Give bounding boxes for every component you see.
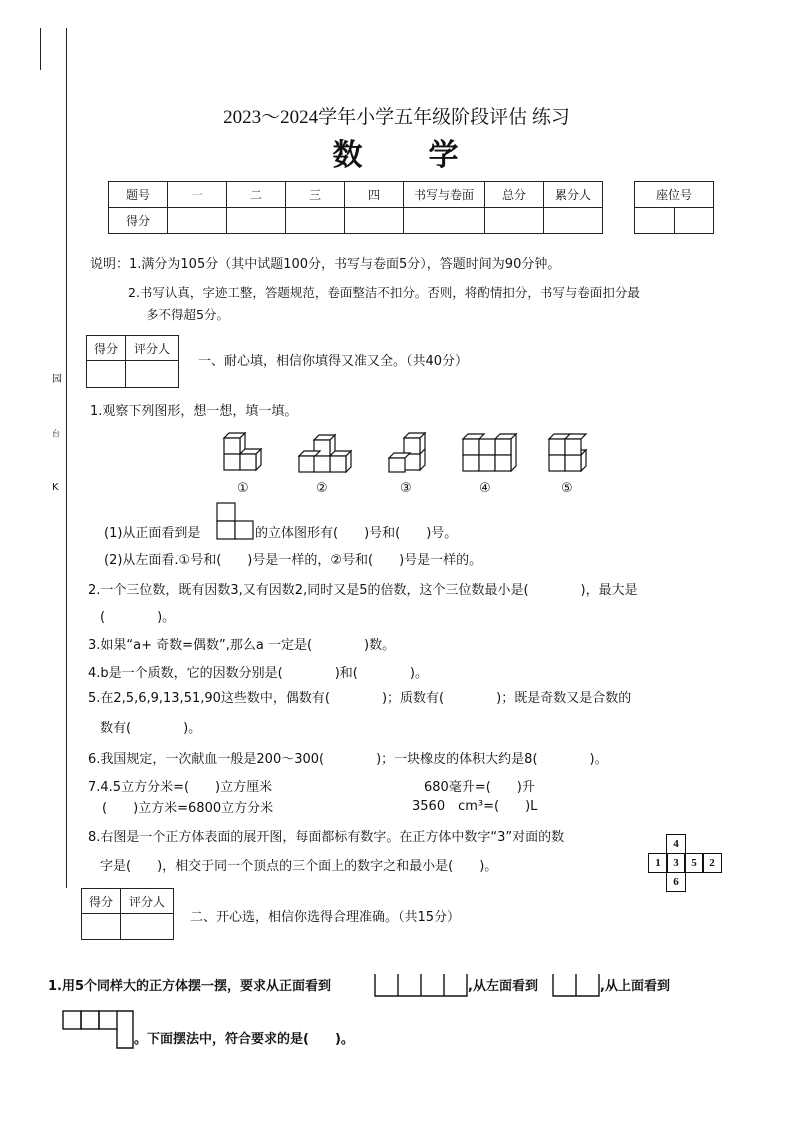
- q1-text: 1.观察下列图形，想一想，填一填。: [90, 404, 298, 419]
- margin-label-2: 台: [52, 429, 60, 438]
- section1-title: 一、耐心填，相信你填得又准又全。（共40分）: [198, 354, 469, 369]
- score-header-cell: 二: [227, 182, 286, 208]
- figure-label-2: ②: [316, 481, 328, 496]
- score-input-cell[interactable]: [227, 208, 286, 234]
- q2-line2: ( )。: [100, 610, 176, 625]
- figure-label-4: ④: [479, 481, 491, 496]
- net-cell: 6: [666, 872, 686, 892]
- front-view-shape: [216, 502, 254, 544]
- grader-name-input[interactable]: [126, 361, 179, 388]
- net-cell: 3: [666, 853, 686, 873]
- q1-part1-start: (1)从正面看到是: [104, 526, 201, 541]
- score-table: [108, 181, 603, 234]
- net-cell: 4: [666, 834, 686, 854]
- grader-name-label: 评分人: [126, 336, 179, 361]
- section2-title: 二、开心选，相信你选得合理准确。（共15分）: [190, 910, 461, 925]
- s2-q1-start: 1.用5个同样大的正方体摆一摆，要求从正面看到: [48, 979, 332, 994]
- q1-part2: (2)从左面看.①号和( )号是一样的，②号和( )号是一样的。: [104, 553, 483, 568]
- grader-name-input[interactable]: [121, 914, 174, 940]
- q7-part-c: ( )立方米=6800立方分米: [102, 801, 274, 816]
- s2-front-view-shape: [374, 973, 468, 1001]
- margin-label-1: 园: [52, 374, 62, 385]
- figure-3: [386, 430, 432, 474]
- seat-label: 座位号: [635, 182, 714, 208]
- q7-part-a: 7.4.5立方分米=( )立方厘米: [88, 780, 273, 795]
- figure-2: [296, 430, 354, 474]
- figure-4: [460, 430, 522, 474]
- score-header-cell: 四: [345, 182, 404, 208]
- s2-top-view-shape: [62, 1010, 134, 1054]
- s2-q1-end: 。下面摆法中，符合要求的是( )。: [134, 1032, 354, 1047]
- exam-title: 2023～2024学年小学五年级阶段评估 练习: [223, 107, 570, 128]
- grader-box-1: [86, 335, 179, 388]
- grader-box-2: [81, 888, 174, 940]
- score-input-cell[interactable]: [404, 208, 485, 234]
- score-input-cell[interactable]: [544, 208, 603, 234]
- q8-line2: 字是( )，相交于同一个顶点的三个面上的数字之和最小是( )。: [100, 859, 498, 874]
- grader-score-label: 得分: [87, 336, 126, 361]
- grader-score-input[interactable]: [87, 361, 126, 388]
- q5-line2: 数有( )。: [100, 721, 202, 736]
- margin-label-3: K: [52, 482, 59, 493]
- score-input-cell[interactable]: [286, 208, 345, 234]
- q3-text: 3.如果“a+ 奇数=偶数”,那么a 一定是( )数。: [88, 638, 396, 653]
- q4-text: 4.b是一个质数，它的因数分别是( )和( )。: [88, 666, 428, 681]
- score-input-cell[interactable]: [168, 208, 227, 234]
- score-input-cell[interactable]: [485, 208, 544, 234]
- q6-text: 6.我国规定，一次献血一般是200～300( )；一块橡皮的体积大约是8( )。: [88, 752, 608, 767]
- score-header-cell: 总分: [485, 182, 544, 208]
- margin-line-left: [40, 28, 41, 70]
- note-2b: 多不得超5分。: [146, 307, 229, 322]
- net-cell: 1: [648, 853, 668, 873]
- score-header-cell: 题号: [109, 182, 168, 208]
- q7-part-d: 3560 cm³=( )L: [412, 799, 538, 814]
- net-cell: 2: [702, 853, 722, 873]
- figure-5: [546, 430, 592, 474]
- grader-score-input[interactable]: [82, 914, 121, 940]
- s2-q1-left: ,从左面看到: [468, 979, 538, 994]
- q5-line1: 5.在2,5,6,9,13,51,90这些数中，偶数有( )；质数有( )；既是奇数又是合数的: [88, 691, 632, 706]
- figure-label-3: ③: [400, 481, 412, 496]
- grader-name-label: 评分人: [121, 889, 174, 914]
- cube-net: [648, 834, 722, 890]
- seat-input-cell[interactable]: [674, 208, 714, 234]
- s2-q1-top: ,从上面看到: [600, 979, 670, 994]
- subject-title: 数 学: [332, 138, 461, 173]
- grader-score-label: 得分: [82, 889, 121, 914]
- net-cell: 5: [684, 853, 704, 873]
- q1-part1-end: 的立体图形有( )号和( )号。: [255, 526, 458, 541]
- figure-1: [220, 430, 270, 472]
- s2-left-view-shape: [552, 973, 600, 1001]
- note-1: 说明：1.满分为105分（其中试题100分，书写与卷面5分），答题时间为90分钟。: [90, 257, 561, 272]
- q2-line1: 2.一个三位数，既有因数3,又有因数2,同时又是5的倍数，这个三位数最小是( )，最大是: [88, 583, 638, 598]
- score-input-cell[interactable]: [345, 208, 404, 234]
- score-row-label: 得分: [109, 208, 168, 234]
- note-2a: 2.书写认真，字迹工整，答题规范，卷面整洁不扣分。否则，将酌情扣分，书写与卷面扣分最: [128, 285, 640, 300]
- figure-label-1: ①: [237, 481, 249, 496]
- score-header-cell: 累分人: [544, 182, 603, 208]
- seat-input-cell[interactable]: [635, 208, 675, 234]
- score-header-cell: 一: [168, 182, 227, 208]
- figure-label-5: ⑤: [561, 481, 573, 496]
- seat-table: [634, 181, 714, 234]
- q7-part-b: 680毫升=( )升: [424, 780, 535, 795]
- score-header-cell: 三: [286, 182, 345, 208]
- q8-line1: 8.右图是一个正方体表面的展开图，每面都标有数字。在正方体中数字“3”对面的数: [88, 830, 565, 845]
- score-header-cell: 书写与卷面: [404, 182, 485, 208]
